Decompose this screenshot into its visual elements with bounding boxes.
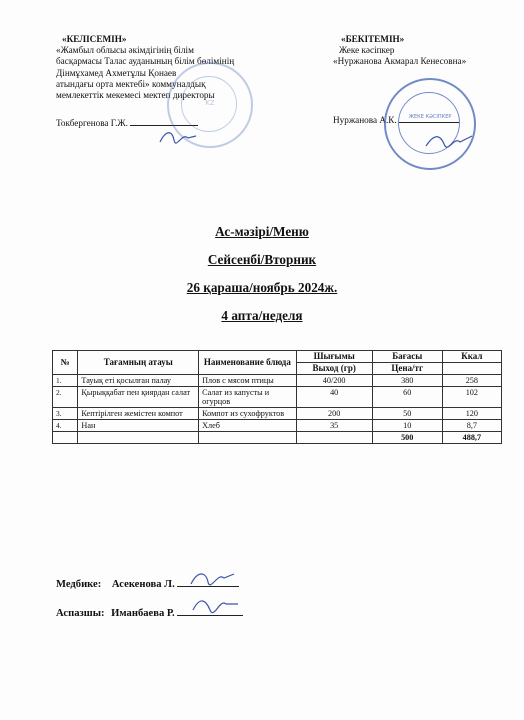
nurse-label: Медбике: <box>56 579 102 590</box>
dish-yield: 35 <box>296 420 372 432</box>
seal-text: KZ <box>205 99 215 107</box>
col-header-kcal: Ккал <box>442 351 501 363</box>
entrepreneur-name: Нуржанова А.К. <box>333 114 397 125</box>
dish-name-kz: Қырыққабат пен қиярдан салат <box>78 387 199 408</box>
dish-kcal: 120 <box>442 408 501 420</box>
nurse-name: Асекенова Л. <box>111 579 175 590</box>
approve-label: «БЕКІТЕМІН» <box>341 34 405 44</box>
dish-name-ru: Салат из капусты и огурцов <box>199 387 296 408</box>
col-header-num: № <box>53 351 78 375</box>
col-header-price-ru: Цена/тг <box>372 363 442 375</box>
totals-row <box>53 432 502 444</box>
table-row <box>53 375 502 387</box>
menu-day: Сейсенбі/Вторник <box>207 252 317 267</box>
seal-label: ЖЕКЕ КӘСІПКЕР <box>408 114 452 120</box>
school-line-1: «Жамбыл облысы әкімдігінің білім <box>56 45 194 56</box>
nurse-signature <box>188 566 236 588</box>
row-num: 2. <box>53 387 78 408</box>
cook-name: Иманбаева Р. <box>111 608 175 619</box>
school-line-5: мемлекеттік мекемесі мектеп директоры <box>56 90 215 101</box>
dish-kcal: 8,7 <box>442 420 501 432</box>
dish-name-kz: Тауық еті қосылған палау <box>78 375 199 387</box>
cook-label: Аспазшы: <box>56 608 105 619</box>
entrepreneur-line-2: «Нуржанова Акмарал Кенесовна» <box>333 56 467 67</box>
dish-yield: 40 <box>296 387 372 408</box>
col-header-name-kz: Тағамның атауы <box>78 351 199 375</box>
dish-kcal: 102 <box>442 387 501 408</box>
menu-title: Ас-мәзірі/Меню <box>215 224 309 239</box>
table-row <box>53 408 502 420</box>
entrepreneur-signature <box>424 130 474 152</box>
school-line-3: Дінмұхамед Ахметұлы Қонаев <box>56 67 177 78</box>
dish-price: 10 <box>372 420 442 432</box>
row-num: 1. <box>53 375 78 387</box>
menu-week: 4 апта/неделя <box>221 308 303 323</box>
dish-kcal: 258 <box>442 375 501 387</box>
menu-table <box>52 350 502 444</box>
dish-name-kz: Кептірілген жемістен компот <box>78 408 199 420</box>
dish-name-kz: Нан <box>78 420 199 432</box>
col-header-price-kz: Бағасы <box>372 351 442 363</box>
table-row <box>53 387 502 408</box>
entrepreneur-line-1: Жеке кәсіпкер <box>339 45 395 56</box>
director-signature <box>158 128 198 148</box>
director-name: Токбергенова Г.Ж. <box>56 118 128 129</box>
col-header-kcal-blank <box>442 363 501 375</box>
col-header-name-ru: Наименование блюда <box>199 351 296 375</box>
col-header-yield-kz: Шығымы <box>296 351 372 363</box>
total-kcal: 488,7 <box>442 432 501 444</box>
row-num: 3. <box>53 408 78 420</box>
school-line-2: басқармасы Талас ауданының білім бөлімінің <box>56 56 235 67</box>
agree-label: «КЕЛІСЕМІН» <box>62 34 127 44</box>
col-header-yield-ru: Выход (гр) <box>296 363 372 375</box>
dish-name-ru: Плов с мясом птицы <box>199 375 296 387</box>
dish-price: 380 <box>372 375 442 387</box>
dish-yield: 40/200 <box>296 375 372 387</box>
row-num: 4. <box>53 420 78 432</box>
table-row <box>53 420 502 432</box>
dish-price: 60 <box>372 387 442 408</box>
school-line-4: атындағы орта мектебі» коммуналдық <box>56 78 206 89</box>
menu-title-block <box>0 224 524 336</box>
dish-yield: 200 <box>296 408 372 420</box>
entrepreneur-seal-stamp <box>384 78 476 170</box>
menu-date: 26 қараша/ноябрь 2024ж. <box>186 280 338 295</box>
dish-name-ru: Хлеб <box>199 420 296 432</box>
dish-price: 50 <box>372 408 442 420</box>
dish-name-ru: Компот из сухофруктов <box>199 408 296 420</box>
total-price: 500 <box>372 432 442 444</box>
cook-signature <box>190 594 240 616</box>
